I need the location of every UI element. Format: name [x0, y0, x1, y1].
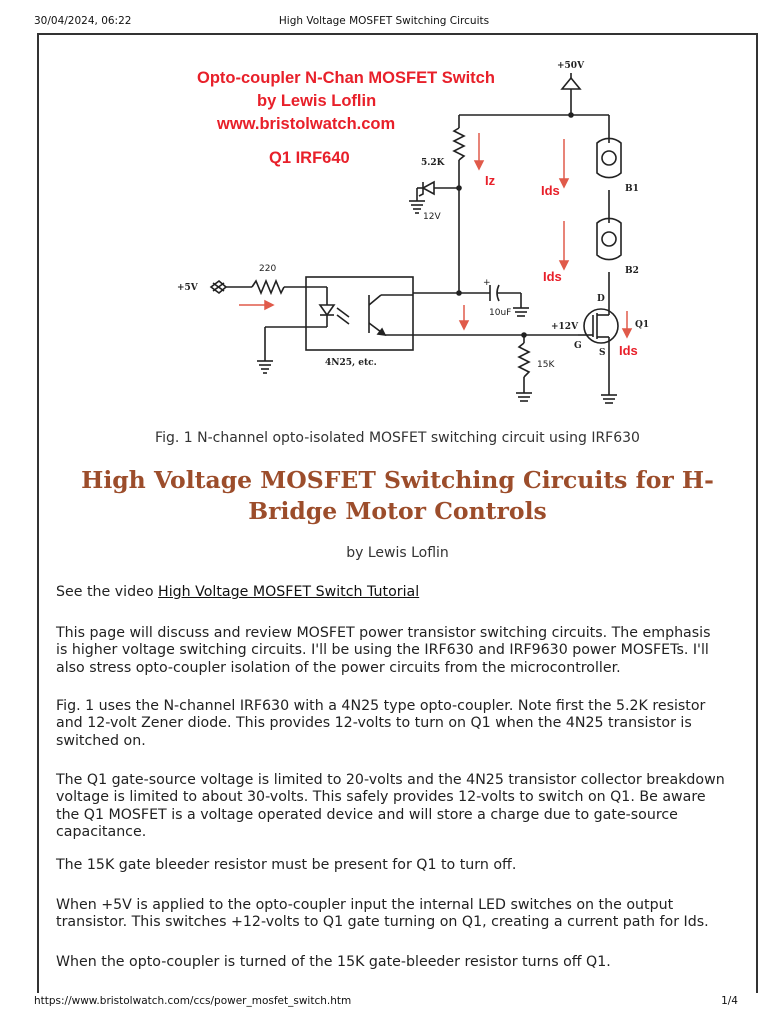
label-b1: B1 — [625, 184, 639, 194]
byline: by Lewis Loflin — [346, 545, 449, 561]
label-gate: G — [574, 341, 582, 351]
figure-title-line-3: www.bristolwatch.com — [217, 115, 396, 133]
figure-title-line-1: Opto-coupler N-Chan MOSFET Switch — [197, 69, 495, 87]
print-datetime: 30/04/2024, 06:22 — [34, 15, 132, 27]
label-source: S — [599, 348, 606, 358]
paragraph-5: When +5V is applied to the opto-coupler input the internal LED switches on the output transistor. This switches +12-volts to Q1 gate turning on Q1, creating a current path for Ids. — [56, 897, 709, 931]
label-supply: +50V — [557, 61, 585, 71]
print-header — [34, 15, 734, 29]
label-ids-1: Ids — [541, 183, 560, 198]
video-line — [56, 584, 726, 601]
label-input-voltage: +5V — [177, 283, 198, 293]
label-r-input: 220 — [259, 264, 277, 274]
label-r-bleed: 15K — [537, 360, 555, 370]
label-opto: 4N25, etc. — [325, 358, 377, 368]
label-drain: D — [597, 294, 605, 304]
content-frame — [37, 33, 758, 993]
circuit-diagram — [159, 43, 649, 415]
label-capacitor: 10uF — [489, 308, 512, 318]
label-iz: Iz — [485, 173, 496, 188]
paragraph-1: This page will discuss and review MOSFET power transistor switching circuits. The emphasis is higher voltage switching circuits. I'll be using the IRF630 and IRF9630 power MOSFETs. I'll also stress opto-coupler isolation of the power circuits from the microcontroller. — [56, 625, 711, 676]
label-ids-2: Ids — [543, 269, 562, 284]
video-tutorial-link[interactable]: High Voltage MOSFET Switch Tutorial — [158, 584, 420, 600]
video-prefix: See the video — [56, 584, 159, 600]
print-footer — [34, 995, 738, 1009]
label-b2: B2 — [625, 266, 639, 276]
paragraph-3: The Q1 gate-source voltage is limited to 20-volts and the 4N25 transistor collector breakdown voltage is limited to about 30-volts. This safely provides 12-volts to switch on Q1. Be aware the Q1 MOSFET is a voltage operated device and will store a charge due to gate-source capacitance. — [56, 772, 725, 840]
label-r-zener: 5.2K — [421, 158, 445, 168]
paragraph-2: Fig. 1 uses the N-channel IRF630 with a 4N25 type opto-coupler. Note first the 5.2K resistor and 12-volt Zener diode. This provides 12-volts to turn on Q1 when the 4N25 transistor is switched on. — [56, 698, 706, 749]
label-q1: Q1 — [635, 320, 649, 330]
figure-title-line-4: Q1 IRF640 — [269, 149, 350, 167]
print-url: https://www.bristolwatch.com/ccs/power_mosfet_switch.htm — [34, 995, 352, 1007]
label-gate-voltage: +12V — [551, 322, 579, 332]
figure-caption: Fig. 1 N-channel opto-isolated MOSFET switching circuit using IRF630 — [155, 430, 640, 446]
page-heading: High Voltage MOSFET Switching Circuits for H-Bridge Motor Controls — [81, 466, 714, 525]
paragraph-6: When the opto-coupler is turned of the 15K gate-bleeder resistor turns off Q1. — [56, 954, 611, 970]
label-cap-plus: + — [483, 278, 491, 288]
paragraph-4: The 15K gate bleeder resistor must be present for Q1 to turn off. — [56, 857, 517, 873]
label-zener: 12V — [423, 212, 441, 222]
figure-title-line-2: by Lewis Loflin — [257, 92, 377, 110]
page-number: 1/4 — [721, 995, 738, 1007]
label-ids-3: Ids — [619, 343, 638, 358]
print-page-title: High Voltage MOSFET Switching Circuits — [278, 15, 490, 27]
